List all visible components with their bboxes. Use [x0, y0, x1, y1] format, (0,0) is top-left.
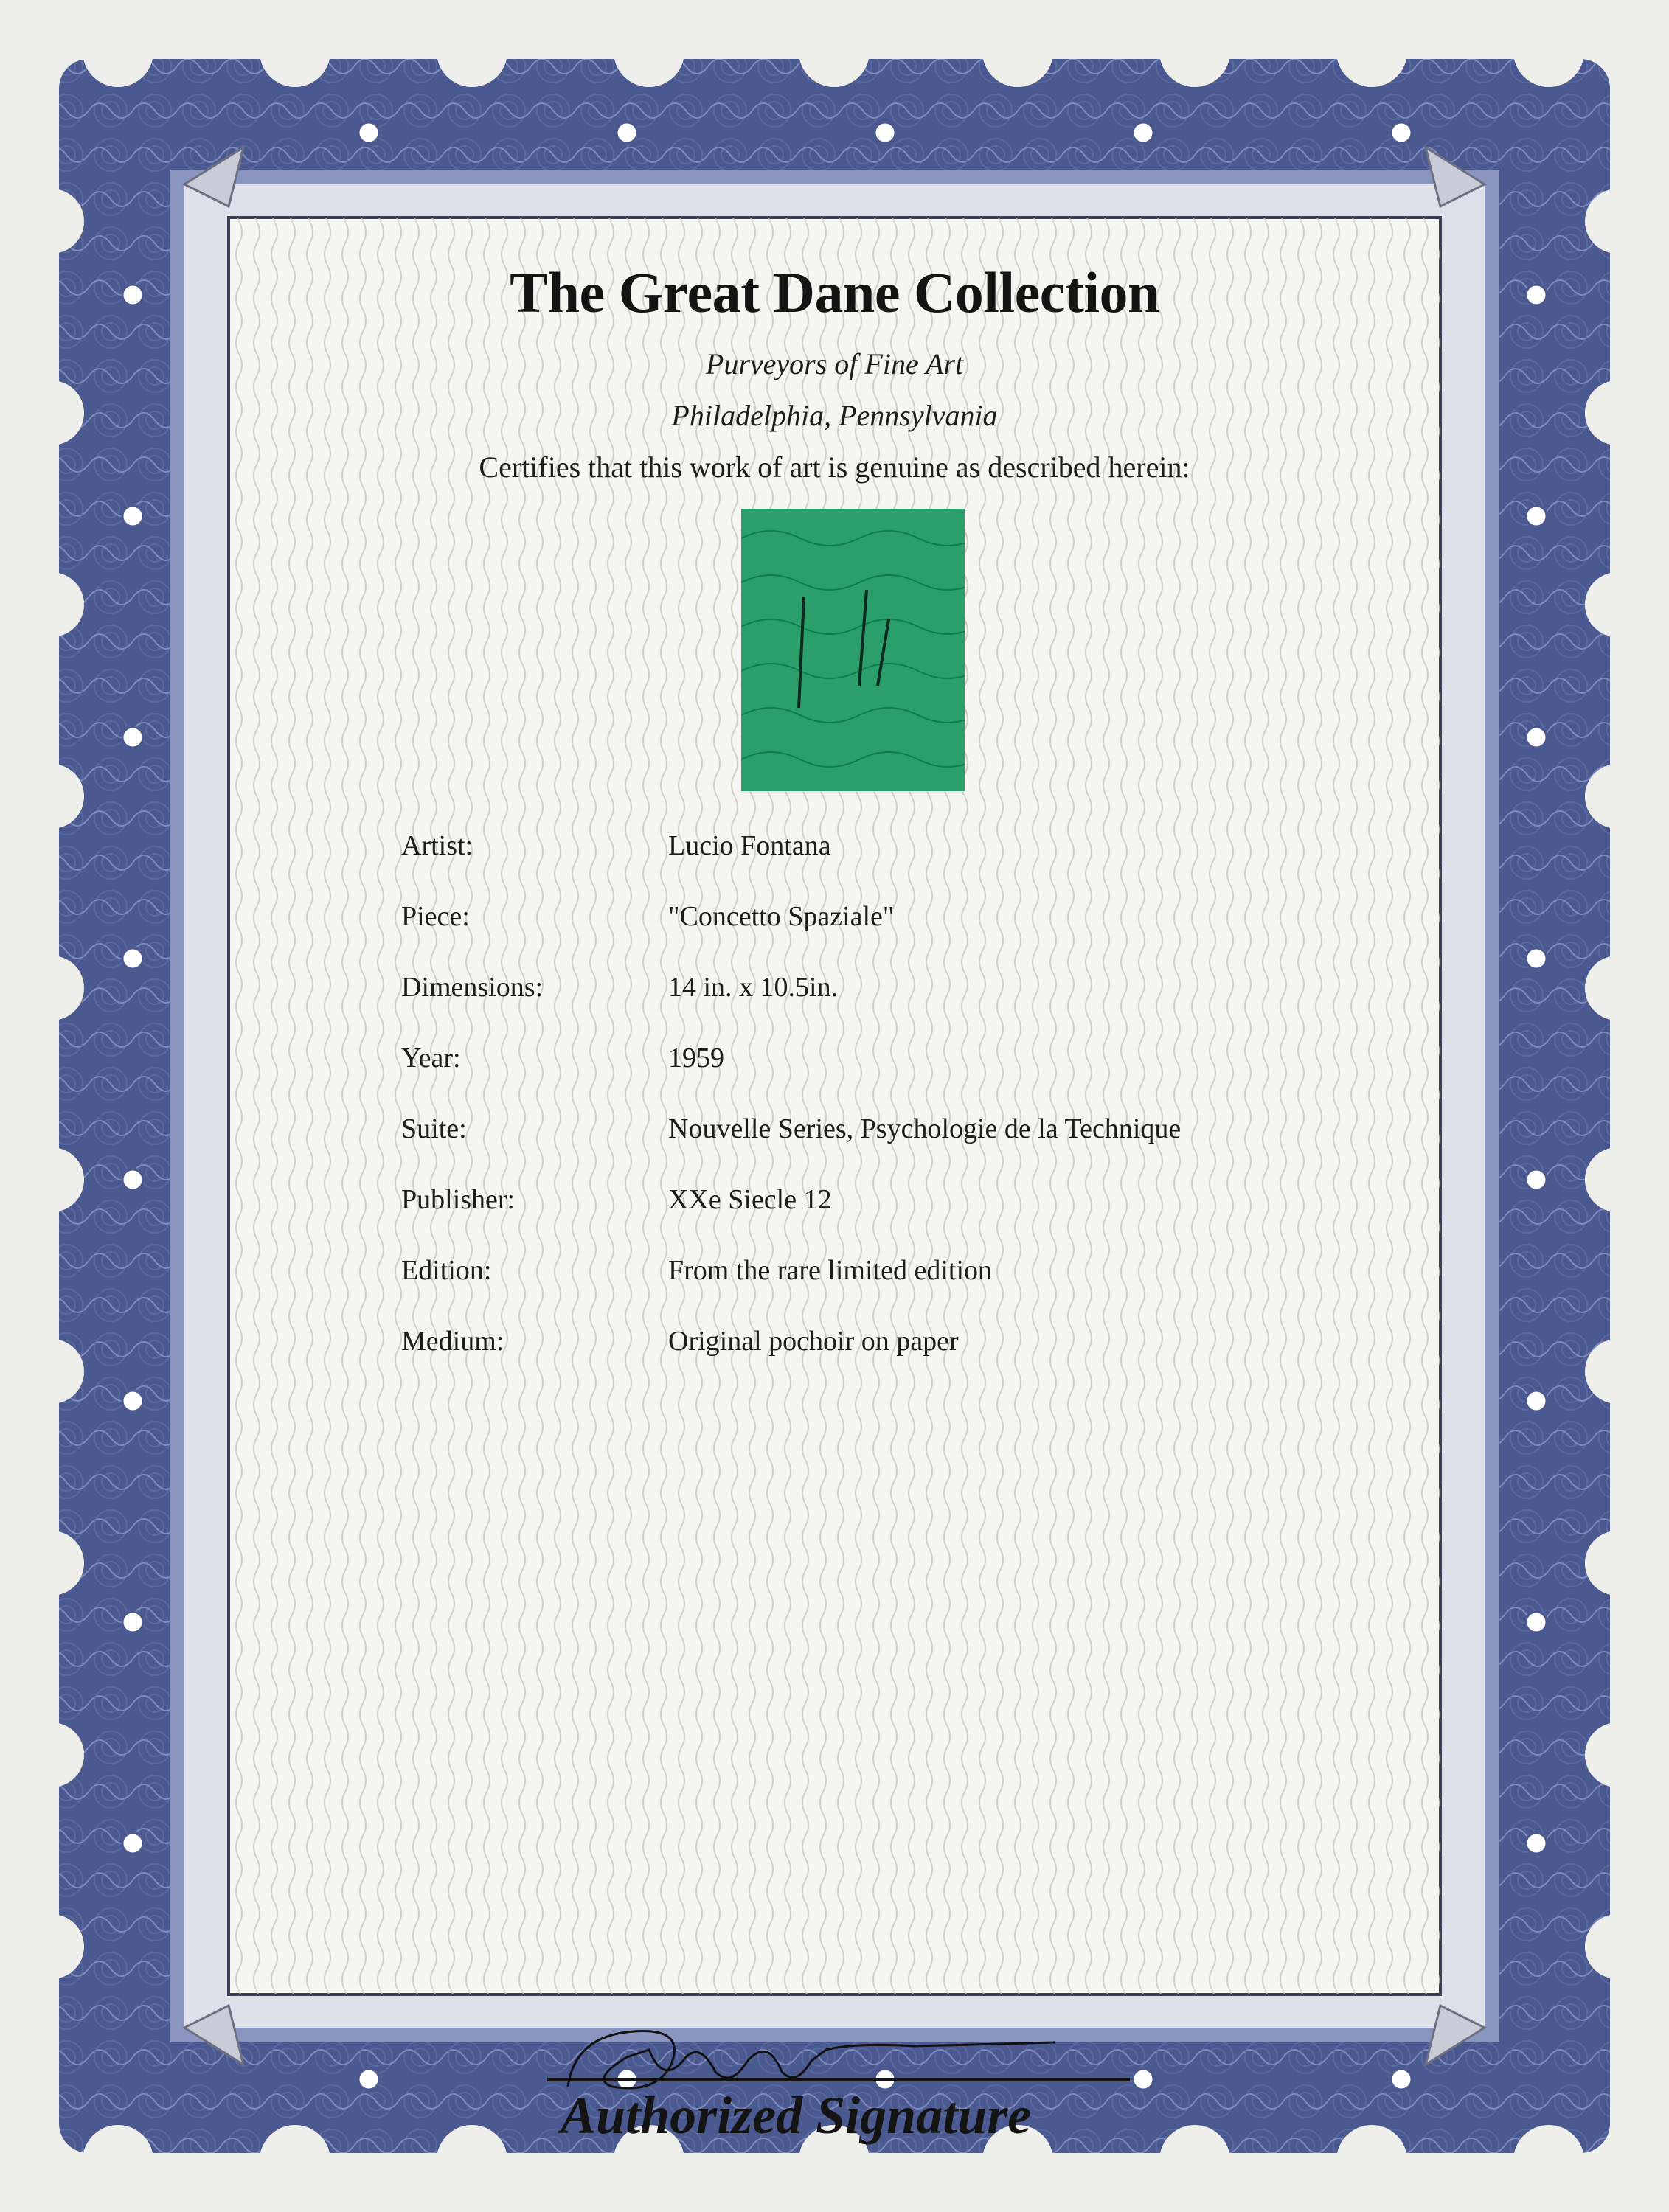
- piece-value: "Concetto Spaziale": [668, 901, 895, 932]
- year-value: 1959: [668, 1043, 724, 1074]
- dimensions-value: 14 in. x 10.5in.: [668, 972, 839, 1003]
- certificate-title: The Great Dane Collection: [510, 260, 1159, 324]
- medium-label: Medium:: [401, 1326, 504, 1357]
- artwork-image: [741, 509, 965, 791]
- signature-label: Authorized Signature: [561, 2086, 1032, 2145]
- certificate-statement: Certifies that this work of art is genuine as described herein:: [479, 451, 1190, 484]
- suite-value: Nouvelle Series, Psychologie de la Technique: [668, 1113, 1182, 1144]
- artwork-texture: [741, 509, 965, 791]
- year-label: Year:: [401, 1043, 461, 1074]
- suite-label: Suite:: [401, 1113, 467, 1144]
- publisher-value: XXe Siecle 12: [668, 1184, 832, 1215]
- dimensions-label: Dimensions:: [401, 972, 544, 1003]
- certificate-location: Philadelphia, Pennsylvania: [671, 399, 998, 432]
- certificate-tagline: Purveyors of Fine Art: [705, 347, 964, 380]
- artist-label: Artist:: [401, 830, 473, 861]
- signature-line: [547, 2078, 1130, 2081]
- edition-label: Edition:: [401, 1255, 492, 1286]
- signature-block: [0, 922, 1669, 2145]
- artist-value: Lucio Fontana: [668, 830, 831, 861]
- edition-value: From the rare limited edition: [668, 1255, 993, 1286]
- medium-value: Original pochoir on paper: [668, 1326, 959, 1357]
- piece-label: Piece:: [401, 901, 470, 932]
- publisher-label: Publisher:: [401, 1184, 516, 1215]
